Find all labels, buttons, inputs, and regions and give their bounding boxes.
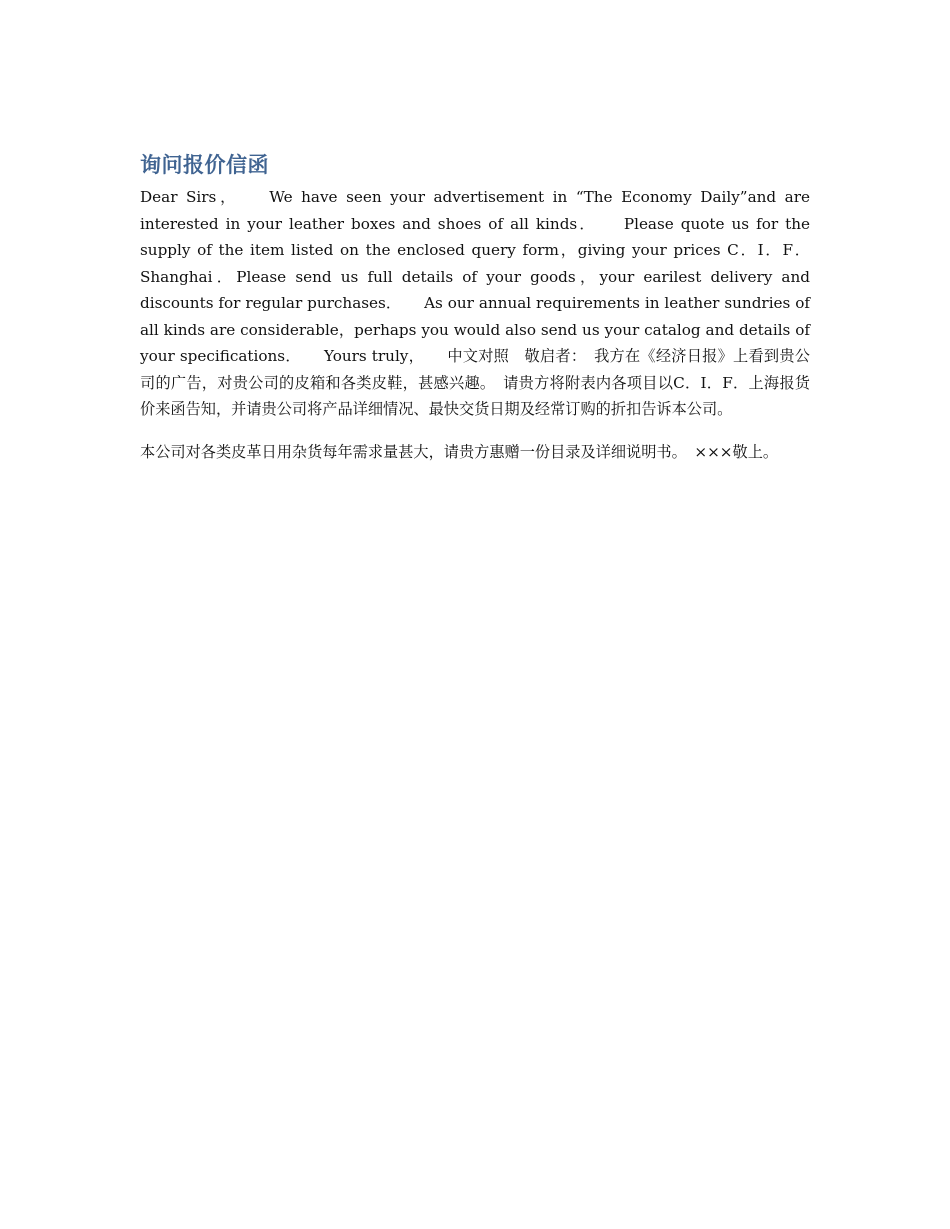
- letter-paragraph-1: Dear Sirs， We have seen your advertisement in “The Economy Daily”and are interested in your leather boxes and shoes of all kinds． Please quote us for the supply of the item listed on the enclosed query form，giving your prices C．I．F．Shanghai．Please send us full details of your goods，your earilest delivery and discounts for regular purchases． As our annual requirements in leather sundries of all kinds are considerable，perhaps you would also send us your catalog and details of your specifications． Yours truly， 中文对照 敬启者： 我方在《经济日报》上看到贵公司的广告，对贵公司的皮箱和各类皮鞋，甚感兴趣。 请贵方将附表内各项目以C．I．F．上海报货价来函告知，并请贵公司将产品详细情况、最快交货日期及经常订购的折扣告诉本公司。: [140, 188, 810, 418]
- letter-paragraph-2: 本公司对各类皮革日用杂货每年需求量甚大，请贵方惠赠一份目录及详细说明书。 ×××敬上。: [140, 442, 779, 461]
- document-title: 询问报价信函: [140, 153, 269, 177]
- document-body: [140, 150, 810, 465]
